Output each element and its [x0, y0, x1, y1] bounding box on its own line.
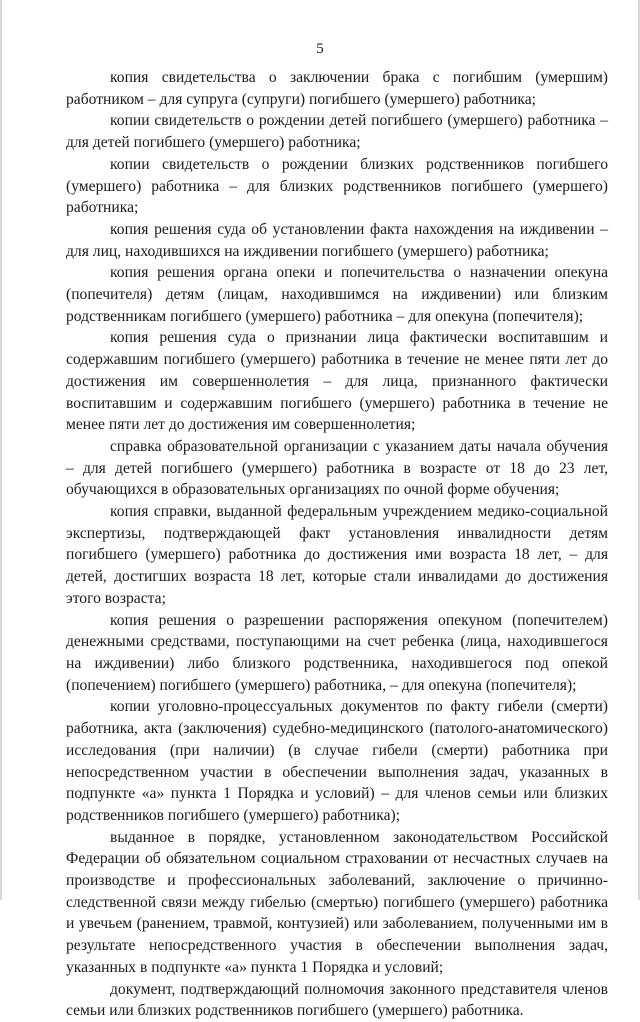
paragraph-causation-conclusion: выданное в порядке, установленном законодательством Российской Федерации об обязательном социальном страховании от несчастных случаев на производстве и профессиональных заболеваний, заключение о причинно-следственной связи между гибелью (смертью) погибшего (умершего) работника и увечьем (ранением, травмой, контузией) или заболеванием, полученными им в результате непосредственного участия в обеспечении выполнения задач, указанных в подпункте «а» пункта 1 Порядка и условий; [66, 828, 608, 976]
paragraph-disability-certificate: копия справки, выданной федеральным учреждением медико-социальной экспертизы, подтверждающей факт установления инвалидности детям погибшего (умершего) работника до достижения ими возраста 18 лет, – для детей, достигших возраста 18 лет, которые стали инвалидами до достижения этого возраста; [66, 503, 608, 607]
scan-left-edge [0, 0, 2, 900]
paragraph-children-birth-certificates: копии свидетельств о рождении детей погибшего (умершего) работника – для детей погибшего (умершего) работника; [66, 112, 608, 152]
paragraph-guardianship-decision: копия решения органа опеки и попечительства о назначении опекуна (попечителя) детям (лицам, находившимся на иждивении) или близким родственникам погибшего (умершего) работника – для опекуна (попечителя); [66, 264, 608, 325]
page-number: 5 [316, 41, 324, 57]
paragraph-dependency-court-decision: копия решения суда об установлении факта нахождения на иждивении – для лиц, находившихся на иждивении погибшего (умершего) работника; [66, 220, 608, 260]
paragraph-relatives-birth-certificates: копии свидетельств о рождении близких родственников погибшего (умершего) работника – для близких родственников погибшего (умершего) работника; [66, 155, 608, 217]
paragraph-representative-authority: документ, подтверждающий полномочия законного представителя членов семьи или близких родственников погибшего (умершего) работника. [66, 980, 608, 1020]
document-body [66, 67, 608, 1022]
paragraph-marriage-certificate: копия свидетельства о заключении брака с погибшим (умершим) работником – для супруга (супруги) погибшего (умершего) работника; [66, 69, 608, 108]
paragraph-education-certificate: справка образовательной организации с указанием даты начала обучения – для детей погибшего (умершего) работника в возрасте от 18 до 23 лет, обучающихся в образовательных организациях по очной форме обучения; [66, 437, 608, 499]
paragraph-criminal-procedure-documents: копии уголовно-процессуальных документов по факту гибели (смерти) работника, акта (заключения) судебно-медицинского (патолого-анатомического) исследования (при наличии) (в случае гибели (смерти) работника при непосредственном участии в обеспечении выполнения задач, указанных в подпункте «а» пункта 1 Порядка и условий) – для членов семьи или близких родственников погибшего (умершего) работника); [66, 698, 608, 824]
paragraph-upbringing-court-decision: копия решения суда о признании лица фактически воспитавшим и содержавшим погибшего (умершего) работника в течение не менее пяти лет до достижения им совершеннолетия – для лица, признанного фактически воспитавшим и содержавшим погибшего (умершего) работника в течение не менее пяти лет до достижения им совершеннолетия; [66, 329, 608, 434]
paragraph-funds-disposal-permission: копия решения о разрешении распоряжения опекуном (попечителем) денежными средствами, поступающими на счет ребенка (лица, находившегося на иждивении) либо близкого родственника, находившегося под опекой (попечением) погибшего (умершего) работника, – для опекуна (попечителя); [66, 611, 608, 694]
